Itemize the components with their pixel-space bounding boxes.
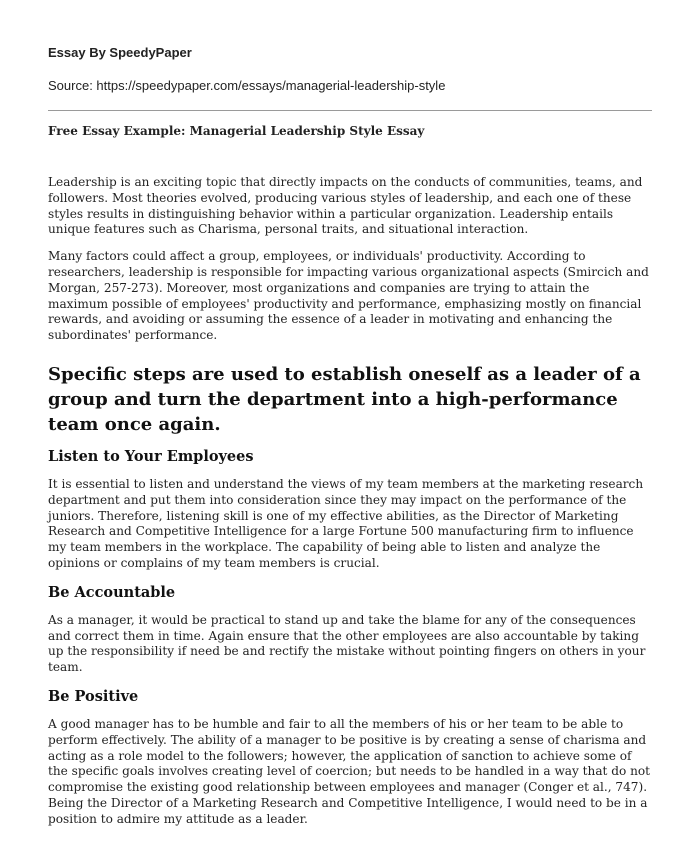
section-heading: Be Accountable	[48, 583, 176, 601]
source-line: Source: https://speedypaper.com/essays/managerial-leadership-style	[48, 78, 446, 93]
section-paragraph: It is essential to listen and understand the views of my team members at the marketing research department and put them into consideration since they may impact on the performance of the juniors. Therefore, listening skill is one of my effective abilities, as the Director of Marketing Research and Competitive Intelligence for a large Fortune 500 manufacturing firm to influence my team members in the workplace. The capability of being able to listen and analyze the opinions or complains of my team members is crucial.	[48, 476, 644, 570]
essay-title: Free Essay Example: Managerial Leadership Style Essay	[48, 124, 425, 138]
main-heading: Specific steps are used to establish oneself as a leader of a group and turn the department into a high-performance team once again.	[48, 363, 641, 435]
section-heading: Be Positive	[48, 687, 139, 705]
intro-paragraph: Leadership is an exciting topic that directly impacts on the conducts of communities, teams, and followers. Most theories evolved, producing various styles of leadership, and each one of these styles results in distinguishing behavior within a particular organization. Leadership entails unique features such as Charisma, personal traits, and situational interaction.	[48, 175, 643, 237]
header-divider	[48, 110, 652, 111]
section-heading: Listen to Your Employees	[48, 447, 254, 465]
section-paragraph: A good manager has to be humble and fair to all the members of his or her team to be able to perform effectively. The ability of a manager to be positive is by creating a sense of charisma and acting as a role model to the followers; however, the application of sanction to achieve some of the specific goals involves creating level of coercion; but needs to be handled in a way that do not compromise the existing good relationship between employees and manager (Conger et al., 747). Being the Director of a Marketing Research and Competitive Intelligence, I would need to be in a position to admire my attitude as a leader.	[48, 716, 651, 826]
brand-header: Essay By SpeedyPaper	[48, 45, 192, 60]
section-paragraph: As a manager, it would be practical to stand up and take the blame for any of the consequences and correct them in time. Again ensure that the other employees are also accountable by taking up the responsibility if need be and rectify the mistake without pointing fingers on others in your team.	[48, 612, 646, 675]
intro-paragraph: Many factors could affect a group, employees, or individuals' productivity. According to researchers, leadership is responsible for impacting various organizational aspects (Smircich and Morgan, 257-273). Moreover, most organizations and companies are trying to attain the maximum possible of employees' productivity and performance, emphasizing mostly on financial rewards, and avoiding or assuming the essence of a leader in motivating and enhancing the subordinates' performance.	[48, 249, 649, 343]
